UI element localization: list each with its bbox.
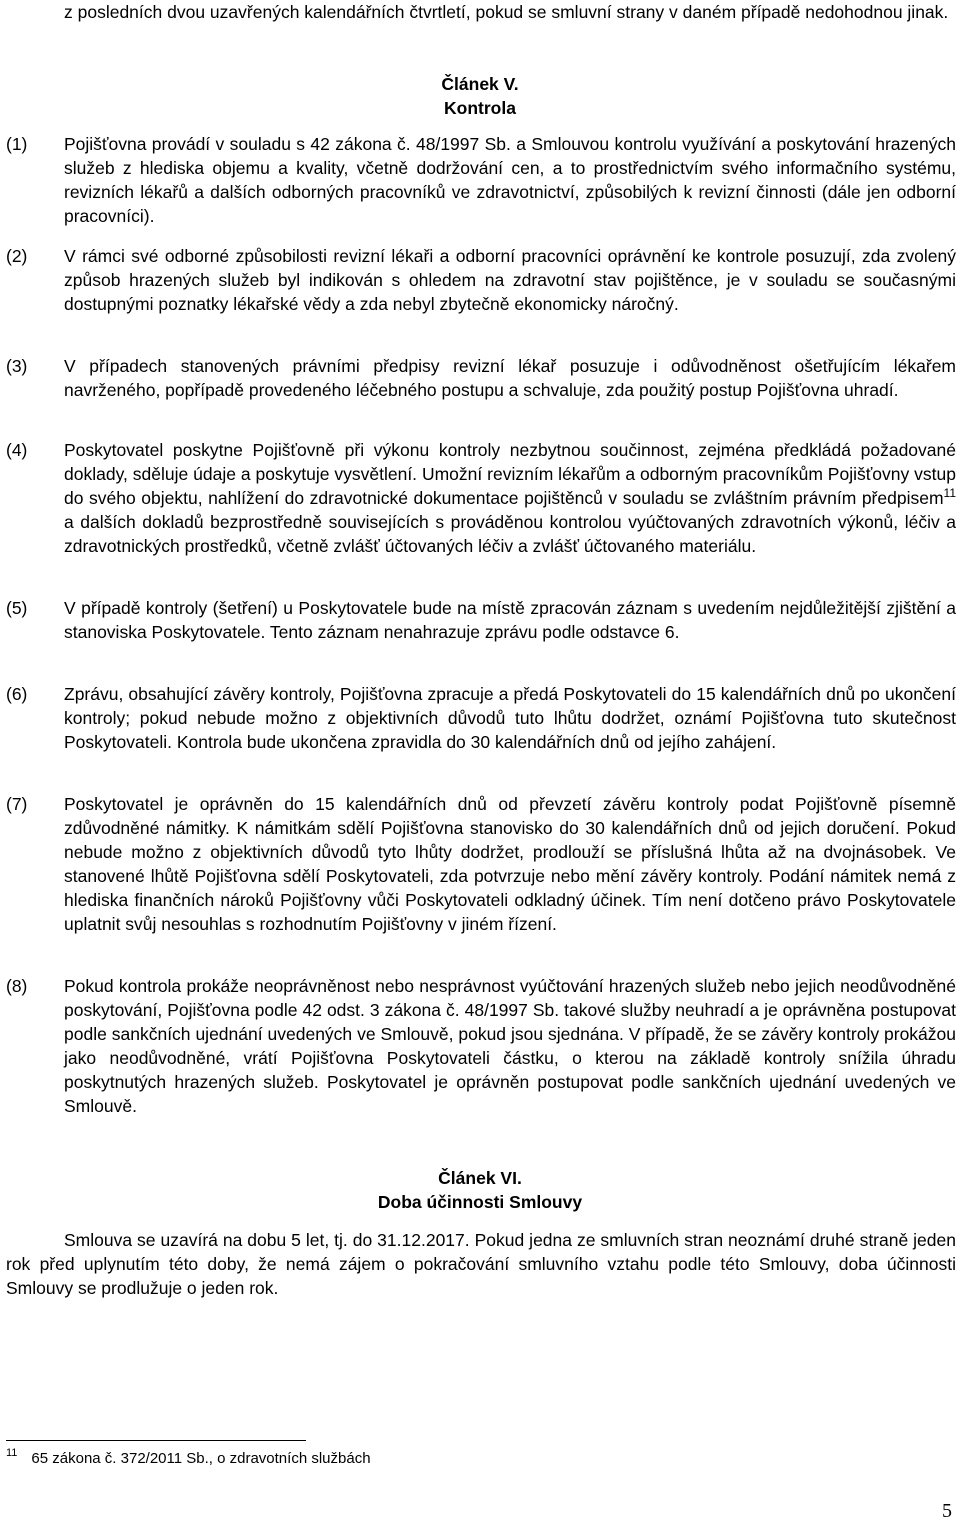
paragraph-text: Pojišťovna provádí v souladu s 42 zákona č. 48/1997 Sb. a Smlouvou kontrolu využívání a poskytování hrazených služeb z hlediska objemu a kvality, včetně dodržování cen, a to prostřednictvím svého informačního systému, revizních lékařů a dalších odborných pracovníků ve zdravotnictví, způsobilých k revizní činnosti (dále jen odborní pracovníci).	[64, 134, 956, 226]
paragraph-text-part: a dalších dokladů bezprostředně souvisejících s prováděnou kontrolou vyúčtovaných zdravotních výkonů, léčiv a zdravotnických prostředků, včetně zvlášť účtovaných léčiv a zvlášť účtovaného materiálu.	[64, 512, 956, 556]
paragraph-text: V případě kontroly (šetření) u Poskytovatele bude na místě zpracován záznam s uvedením nejdůležitější zjištění a stanoviska Poskytovatele. Tento záznam nenahrazuje zprávu podle odstavce 6.	[64, 598, 956, 642]
paragraph-text: Poskytovatel je oprávněn do 15 kalendářních dnů od převzetí závěru kontroly podat Pojišťovně písemně zdůvodněné námitky. K námitkám sdělí Pojišťovna stanovisko do 30 kalendářních dnů od jejich doručení. Pokud nebude možno z objektivních důvodů tyto lhůty dodržet, prodlouží se příslušná lhůta až na dvojnásobek. Ve stanovené lhůtě Pojišťovna sdělí Poskytovateli, zda potvrzuje nebo mění závěry kontroly. Podání námitek nemá z hlediska finančních nároků Pojišťovny vůči Poskytovateli odkladný účinek. Tím není dotčeno právo Poskytovatele uplatnit svůj nesouhlas s rozhodnutím Pojišťovny v jiném řízení.	[64, 794, 956, 934]
paragraph-number: (5)	[6, 598, 28, 618]
paragraph-6	[6, 682, 956, 754]
paragraph-1	[6, 132, 956, 228]
paragraph-2	[6, 244, 956, 316]
paragraph-4	[6, 438, 956, 558]
footnote-separator	[6, 1440, 306, 1441]
paragraph-3	[6, 354, 956, 402]
paragraph-number: (8)	[6, 976, 28, 996]
article-5-title: Kontrola	[444, 98, 516, 118]
footnote-text: 65 zákona č. 372/2011 Sb., o zdravotních službách	[31, 1450, 371, 1467]
paragraph-text: Pokud kontrola prokáže neoprávněnost nebo nesprávnost vyúčtování hrazených služeb nebo jejich neodůvodněné poskytování, Pojišťovna podle 42 odst. 3 zákona č. 48/1997 Sb. takové služby neuhradí a je oprávněna postupovat podle sankčních ujednání uvedených ve Smlouvě, pokud jsou sjednána. V případě, že se závěry kontroly prokážou jako neodůvodněné, vrátí Pojišťovna Poskytovateli částku, o kterou na základě kontroly snížila úhradu poskytnutých hrazených služeb. Poskytovatel je oprávněn postupovat podle sankčních ujednání uvedených ve Smlouvě.	[64, 976, 956, 1116]
paragraph-number: (6)	[6, 684, 28, 704]
paragraph-text: V rámci své odborné způsobilosti revizní lékaři a odborní pracovníci oprávnění ke kontrole posuzují, zda zvolený způsob hrazených služeb byl indikován s ohledem na zdravotní stav pojištěnce, je v souladu se současnými dostupnými poznatky lékařské vědy a zda nebyl zbytečně ekonomicky náročný.	[64, 246, 956, 314]
article-6-text: Smlouva se uzavírá na dobu 5 let, tj. do 31.12.2017. Pokud jedna ze smluvních stran neoznámí druhé straně jeden rok před uplynutím této doby, že nemá zájem o pokračování smluvního vztahu podle této Smlouvy, doba účinnosti Smlouvy se prodlužuje o jeden rok.	[6, 1230, 956, 1298]
article-5-number: Článek V.	[441, 74, 519, 94]
paragraph-5	[6, 596, 956, 644]
page-number: 5	[942, 1500, 952, 1522]
paragraph-number: (4)	[6, 440, 28, 460]
paragraph-number: (7)	[6, 794, 28, 814]
paragraph-number: (3)	[6, 356, 28, 376]
paragraph-8	[6, 974, 956, 1118]
paragraph-7	[6, 792, 956, 936]
paragraph-text	[64, 438, 956, 558]
article-6-title: Doba účinnosti Smlouvy	[377, 1192, 583, 1212]
intro-text: z posledních dvou uzavřených kalendářních čtvrtletí, pokud se smluvní strany v daném případě nedohodnou jinak.	[64, 2, 949, 22]
footnote	[6, 1448, 371, 1470]
footnote-number: 11	[6, 1447, 18, 1459]
footnote-reference: 11	[943, 486, 956, 500]
paragraph-text: Zprávu, obsahující závěry kontroly, Pojišťovna zpracuje a předá Poskytovateli do 15 kalendářních dnů po ukončení kontroly; pokud nebude možno z objektivních důvodů tuto lhůtu dodržet, oznámí Pojišťovna tuto skutečnost Poskytovateli. Kontrola bude ukončena zpravidla do 30 kalendářních dnů od jejího zahájení.	[64, 684, 956, 752]
article-6-number: Článek VI.	[438, 1168, 522, 1188]
paragraph-text: V případech stanovených právními předpisy revizní lékař posuzuje i odůvodněnost ošetřujícím lékařem navrženého, popřípadě provedeného léčebného postupu a schvaluje, zda použitý postup Pojišťovna uhradí.	[64, 356, 956, 400]
paragraph-number: (2)	[6, 246, 28, 266]
paragraph-number: (1)	[6, 134, 28, 154]
paragraph-text-part: Poskytovatel poskytne Pojišťovně při výkonu kontroly nezbytnou součinnost, zejména předkládá požadované doklady, sděluje údaje a poskytuje vysvětlení. Umožní revizním lékařům a odborným pracovníkům Pojišťovny vstup do svého objektu, nahlížení do zdravotnické dokumentace pojištěnců v souladu se zvláštním právním předpisem	[64, 440, 956, 508]
